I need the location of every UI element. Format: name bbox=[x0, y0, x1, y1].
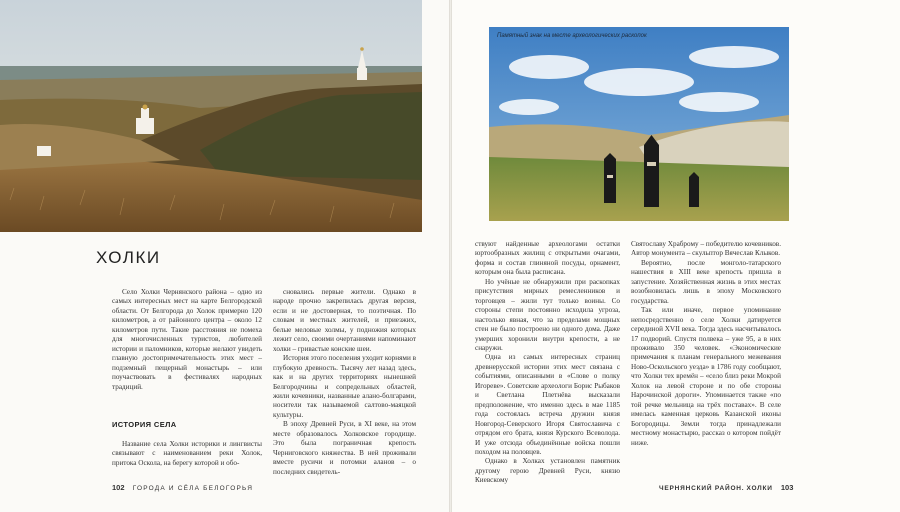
page-number: 103 bbox=[780, 483, 794, 492]
page-number: 102 bbox=[112, 483, 125, 492]
left-column-1-continued bbox=[112, 440, 262, 468]
paragraph: Название села Холки историки и лингвисты связывают с наименованием реки Холок, притока Оскола, на берегу которой и обо- bbox=[112, 440, 262, 467]
paragraph: Однако в Холках установлен памятник другому герою Древней Руси, князю Киевскому bbox=[475, 457, 620, 485]
monument-photo bbox=[489, 27, 789, 221]
paragraph: сновались первые жители. Однако в народе прочно закрепилась другая версия, если и не достоверная, то поэтичная. По словам и местных жителей, и приезжих, белые меловые холмы, у подножия которых лежит село, своими очертаниями напоминают холки – гривастые конские шеи. bbox=[273, 288, 416, 353]
left-column-2 bbox=[273, 288, 416, 477]
paragraph: Вероятно, после монголо-татарского нашествия в XIII веке крепость пришла в запустение. Хозяйственная жизнь в этих местах возобновилась лишь в эпоху Московского государства. bbox=[631, 258, 781, 305]
paragraph: Но учёные не обнаружили при раскопках присутствия мирных ремесленников и торговцев – жили тут только воины. Со стороны степи постоянно исходила угроза, настолько явная, что за пределами мощных стен не было построено ни одного дома. Даже умерших хоронили внутри крепости, а не снаружи. bbox=[475, 277, 620, 352]
paragraph: Село Холки Чернянского района – одно из самых интересных мест на карте Белгородской области. От Белгорода до Холок примерно 120 километров, а от районного центра – около 12 километров пути. Такие расстояния не помеха для многочисленных туристов, любителей истории и паломников, которые желают увидеть главную достопримечательность этих мест – подземный пещерный монастырь – или поучаствовать в фестивалях народных традиций. bbox=[112, 288, 262, 391]
landscape-photo bbox=[0, 0, 422, 232]
left-column-1 bbox=[112, 288, 262, 392]
running-title: ЧЕРНЯНСКИЙ РАЙОН. bbox=[659, 485, 745, 492]
paragraph: История этого поселения уходит корнями в глубокую древность. Тысячу лет назад здесь, как и на других территориях нынешней Белгородчины и сопредельных областей, жили кочевники, названные алано-болгарами, носители так называемой салтово-маяцкой культуры. bbox=[273, 354, 416, 419]
section-heading: ИСТОРИЯ СЕЛА bbox=[112, 420, 177, 429]
photo-caption: Памятный знак на месте археологических раскопок bbox=[497, 33, 647, 39]
paragraph: В эпоху Древней Руси, в XI веке, на этом месте образовалось Холковское городище. Это была пограничная крепость Черниговского княжества. В ней проживали вместе русичи и потомки аланов – о последних свидетель- bbox=[273, 420, 416, 476]
paragraph: Так или иначе, первое упоминание непосредственно о селе Холки датируется серединой XVII века. Тогда здесь насчитывалось 17 подворий. Спустя полвека – уже 95, а в них проживало 350 человек. «Экономические примечания к планам генерального межевания Ново-Оскольского уезда» в 1786 году сообщают, что Холки тех времён – «село близ реки Мокрой Холок на левой стороне и по обе стороны Нарочинской дороги». Упоминается также «по той речке мельница на трёх поставах». В селе имелась каменная церковь Казанской иконы Богородицы. Земли тогда принадлежали местному монастырю, рассказ о котором пойдёт ниже. bbox=[631, 306, 781, 447]
right-footer bbox=[659, 483, 793, 492]
paragraph: ствуют найденные археологами остатки юртообразных жилищ с открытыми очагами, форма и состав глиняной посуды, орнамент, которым она была расписана. bbox=[475, 240, 620, 277]
article-title: ХОЛКИ bbox=[96, 248, 161, 267]
landscape-photo-image bbox=[0, 0, 422, 232]
running-title: ГОРОДА И СЁЛА БЕЛОГОРЬЯ bbox=[132, 485, 254, 492]
left-footer bbox=[112, 483, 253, 492]
running-subtitle: ХОЛКИ bbox=[746, 485, 773, 492]
paragraph: Святославу Храброму – победителю кочевников. Автор монумента – скульптор Вячеслав Клыков. bbox=[631, 240, 781, 258]
paragraph: Одна из самых интересных страниц древнерусской истории этих мест связана с событиями, описанными в «Слове о полку Игореве». Советские археологи Борис Рыбаков и Светлана Плетнёва высказали предположение, что именно здесь в мае 1185 года состоялась встреча дружин князя Новгород-Северского Игоря Святославича с отрядом его брата, князя Курского Всеволода. И уже отсюда объединённые войска пошли походом на половцев. bbox=[475, 353, 620, 456]
monument-photo-image bbox=[489, 27, 789, 221]
right-column-1 bbox=[475, 240, 620, 486]
right-column-2 bbox=[631, 240, 781, 448]
